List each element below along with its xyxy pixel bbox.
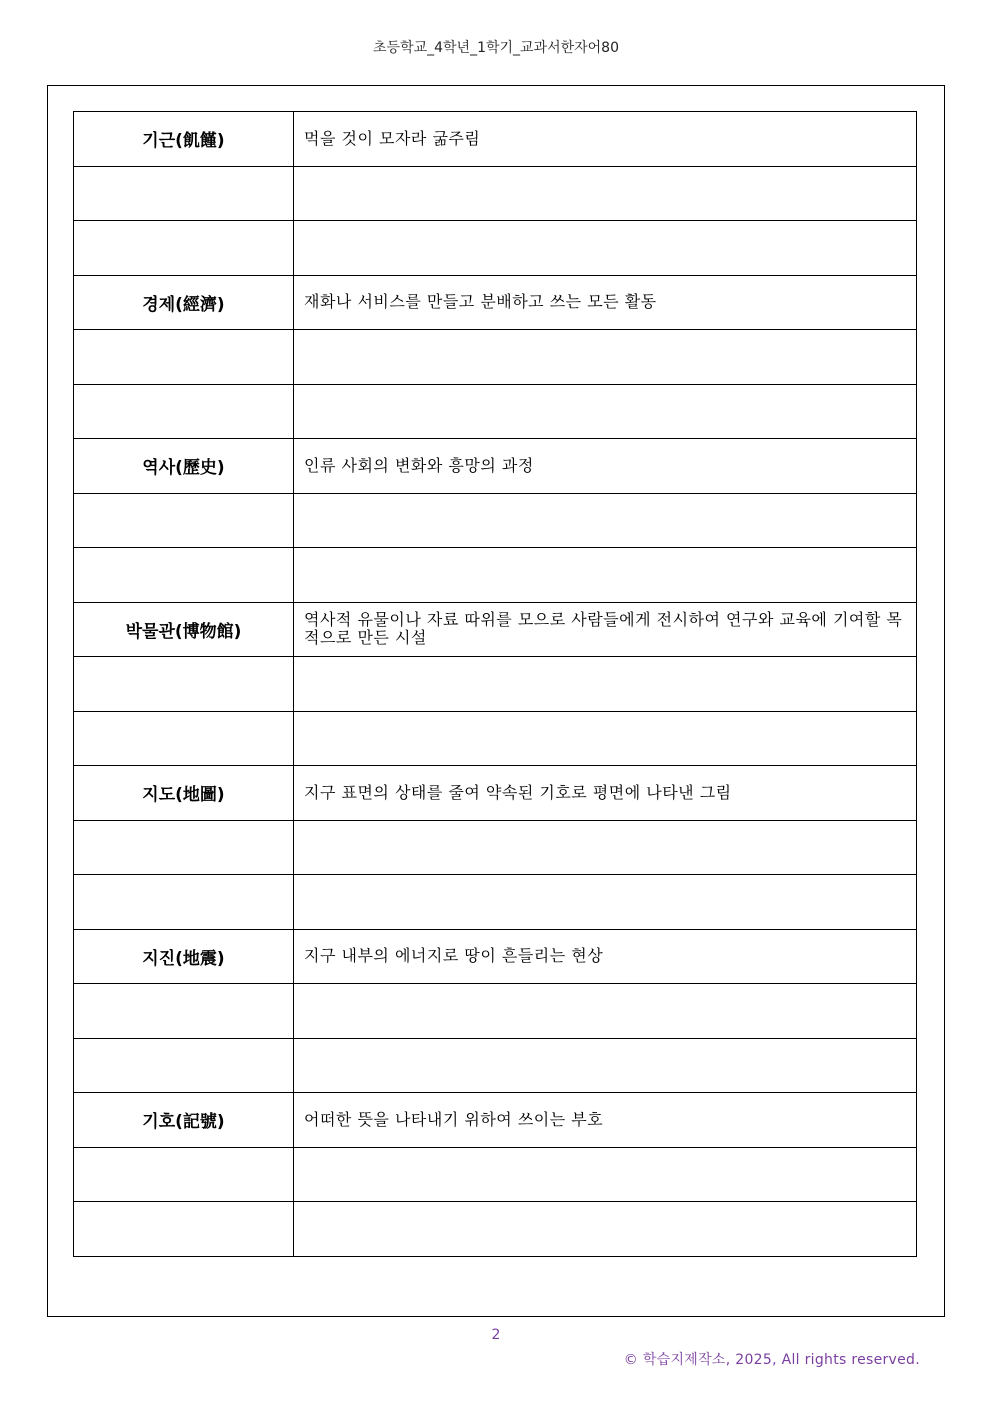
blank-meaning-cell[interactable] (294, 711, 917, 766)
blank-word-cell[interactable] (74, 1202, 294, 1257)
blank-meaning-cell[interactable] (294, 984, 917, 1039)
document-header: 초등학교_4학년_1학기_교과서한자어80 (373, 40, 619, 56)
blank-meaning-cell[interactable] (294, 1147, 917, 1202)
blank-row (74, 166, 917, 221)
word-cell: 지진(地震) (74, 929, 294, 984)
blank-row (74, 1038, 917, 1093)
table-row (74, 1093, 917, 1148)
blank-meaning-cell[interactable] (294, 1038, 917, 1093)
blank-row (74, 221, 917, 276)
blank-row (74, 820, 917, 875)
table-row (74, 275, 917, 330)
blank-word-cell[interactable] (74, 820, 294, 875)
blank-word-cell[interactable] (74, 548, 294, 603)
blank-meaning-cell[interactable] (294, 875, 917, 930)
table-row (74, 439, 917, 494)
blank-word-cell[interactable] (74, 330, 294, 385)
table-row (74, 929, 917, 984)
meaning-cell: 인류 사회의 변화와 흥망의 과정 (294, 439, 917, 494)
blank-row (74, 711, 917, 766)
copyright-notice: © 학습지제작소, 2025, All rights reserved. (623, 1352, 920, 1368)
table-row (74, 766, 917, 821)
blank-word-cell[interactable] (74, 166, 294, 221)
meaning-cell: 먹을 것이 모자라 굶주림 (294, 112, 917, 167)
blank-word-cell[interactable] (74, 657, 294, 712)
meaning-cell: 재화나 서비스를 만들고 분배하고 쓰는 모든 활동 (294, 275, 917, 330)
blank-word-cell[interactable] (74, 384, 294, 439)
blank-meaning-cell[interactable] (294, 166, 917, 221)
blank-meaning-cell[interactable] (294, 548, 917, 603)
page-number: 2 (491, 1327, 501, 1343)
word-cell: 지도(地圖) (74, 766, 294, 821)
meaning-cell: 지구 표면의 상태를 줄여 약속된 기호로 평면에 나타낸 그림 (294, 766, 917, 821)
word-cell: 박물관(博物館) (74, 602, 294, 657)
blank-meaning-cell[interactable] (294, 820, 917, 875)
blank-row (74, 657, 917, 712)
blank-row (74, 493, 917, 548)
blank-row (74, 875, 917, 930)
word-cell: 역사(歷史) (74, 439, 294, 494)
table-row (74, 112, 917, 167)
blank-meaning-cell[interactable] (294, 330, 917, 385)
blank-word-cell[interactable] (74, 493, 294, 548)
word-cell: 경제(經濟) (74, 275, 294, 330)
blank-row (74, 548, 917, 603)
blank-word-cell[interactable] (74, 984, 294, 1039)
blank-row (74, 1147, 917, 1202)
blank-word-cell[interactable] (74, 875, 294, 930)
blank-word-cell[interactable] (74, 711, 294, 766)
blank-meaning-cell[interactable] (294, 384, 917, 439)
blank-word-cell[interactable] (74, 221, 294, 276)
blank-meaning-cell[interactable] (294, 493, 917, 548)
blank-row (74, 1202, 917, 1257)
meaning-cell: 어떠한 뜻을 나타내기 위하여 쓰이는 부호 (294, 1093, 917, 1148)
word-cell: 기호(記號) (74, 1093, 294, 1148)
blank-meaning-cell[interactable] (294, 221, 917, 276)
blank-row (74, 984, 917, 1039)
blank-row (74, 330, 917, 385)
word-cell: 기근(飢饉) (74, 112, 294, 167)
meaning-cell: 지구 내부의 에너지로 땅이 흔들리는 현상 (294, 929, 917, 984)
vocabulary-table (73, 111, 917, 1257)
blank-word-cell[interactable] (74, 1038, 294, 1093)
blank-row (74, 384, 917, 439)
blank-meaning-cell[interactable] (294, 1202, 917, 1257)
meaning-cell: 역사적 유물이나 자료 따위를 모으로 사람들에게 전시하여 연구와 교육에 기여할 목적으로 만든 시설 (294, 602, 917, 657)
blank-word-cell[interactable] (74, 1147, 294, 1202)
blank-meaning-cell[interactable] (294, 657, 917, 712)
table-row (74, 602, 917, 657)
